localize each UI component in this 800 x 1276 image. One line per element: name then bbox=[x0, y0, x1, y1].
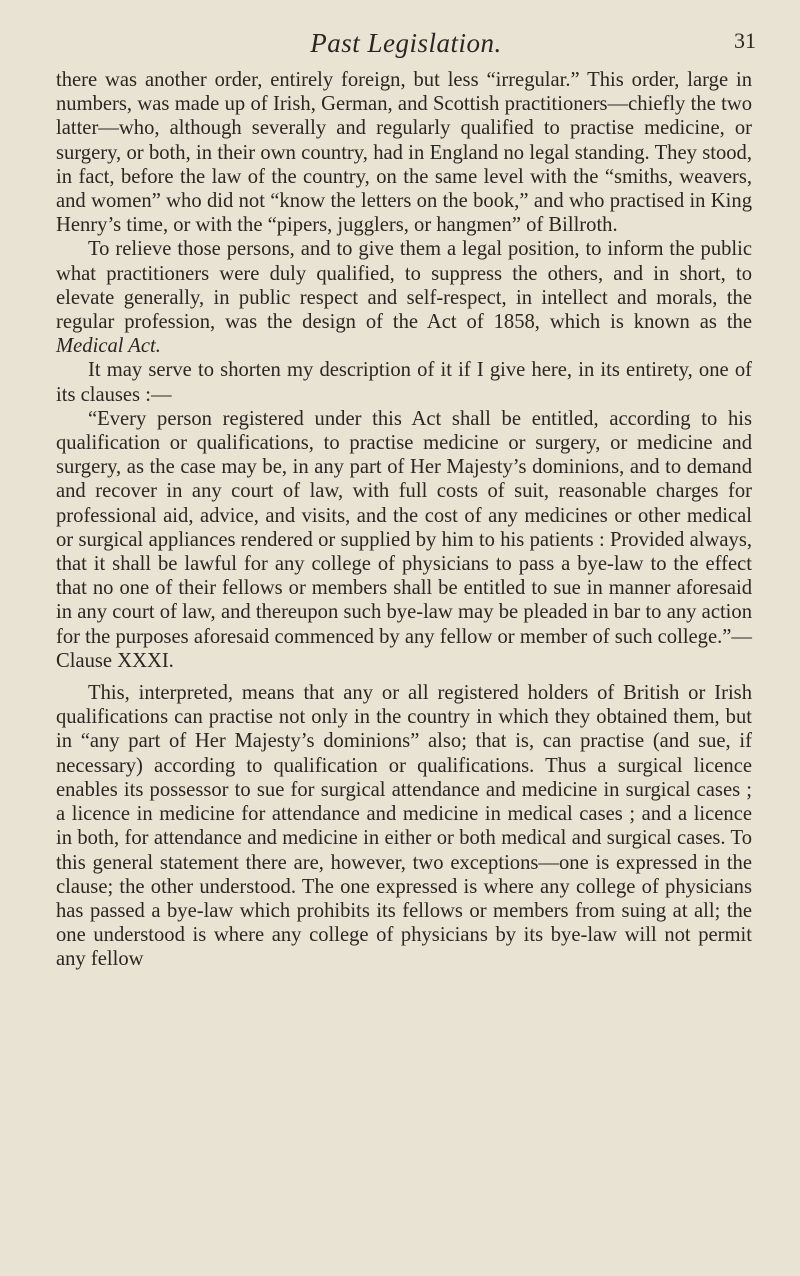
paragraph-continued: there was another order, entirely foreign, but less “irregular.” This order, large in numbers, was made up of Irish, German, and Scottish practitioners—chiefly the two latter—who, although severally and regularly qualified to practise medicine, or surgery, or both, in their own country, had in England no legal standing. They stood, in fact, before the law of the country, on the same level with the “smiths, weavers, and women” who did not “know the letters on the book,” and who practised in King Henry’s time, or with the “pipers, jugglers, or hangmen” of Billroth. bbox=[56, 69, 752, 237]
paragraph-clause-quote: “Every person registered under this Act shall be entitled, according to his qualification or qualifications, to practise medicine or surgery, or medicine and surgery, as the case may be, in any part of Her Majesty’s dominions, and to demand and recover in any court of law, with full costs of suit, reasonable charges for professional aid, advice, and visits, and the cost of any medicines or other medical or surgical appliances rendered or supplied by him to his patients : Provided always, that it shall be lawful for any college of physicians to pass a bye-law to the effect that no one of their fellows or members shall be entitled to sue in manner aforesaid in any court of law, and thereupon such bye-law may be pleaded in bar to any action for the purposes aforesaid commenced by any fellow or member of such college.”—Clause XXXI. bbox=[56, 407, 752, 672]
paragraph-interpretation: This, interpreted, means that any or all registered holders of British or Irish qualifications can practise not only in the country in which they obtained them, but in “any part of Her Majesty’s dominions” also; that is, can practise (and sue, if necessary) according to qualification or qualifications. Thus a surgical licence enables its possessor to sue for surgical attendance and medicine in surgical cases ; a licence in medicine for attendance and medicine in medical cases ; and a licence in both, for attendance and medicine in either or both medical and surgical cases. To this general statement there are, however, two exceptions—one is expressed in the clause; the other understood. The one expressed is where any college of physicians has passed a bye-law which prohibits its fellows or members from suing at all; the one understood is where any college of physicians by its bye-law will not permit any fellow bbox=[56, 682, 752, 971]
body-text bbox=[56, 68, 752, 972]
paragraph-act-design bbox=[56, 237, 752, 358]
paragraph-text: To relieve those persons, and to give them a legal position, to inform the public what practitioners were duly qualified, to suppress the others, and in short, to elevate generally, in public respect and self-respect, in intellect and morals, the regular profession, was the design of the Act of 1858, which is known as the bbox=[56, 238, 752, 334]
act-name: Medical Act. bbox=[56, 335, 161, 358]
page-number: 31 bbox=[734, 28, 756, 53]
running-head bbox=[56, 28, 756, 60]
paragraph-intro-clause: It may serve to shorten my description of it if I give here, in its entirety, one of its clauses :— bbox=[56, 359, 752, 406]
page-header-title: Past Legislation. bbox=[310, 28, 502, 58]
